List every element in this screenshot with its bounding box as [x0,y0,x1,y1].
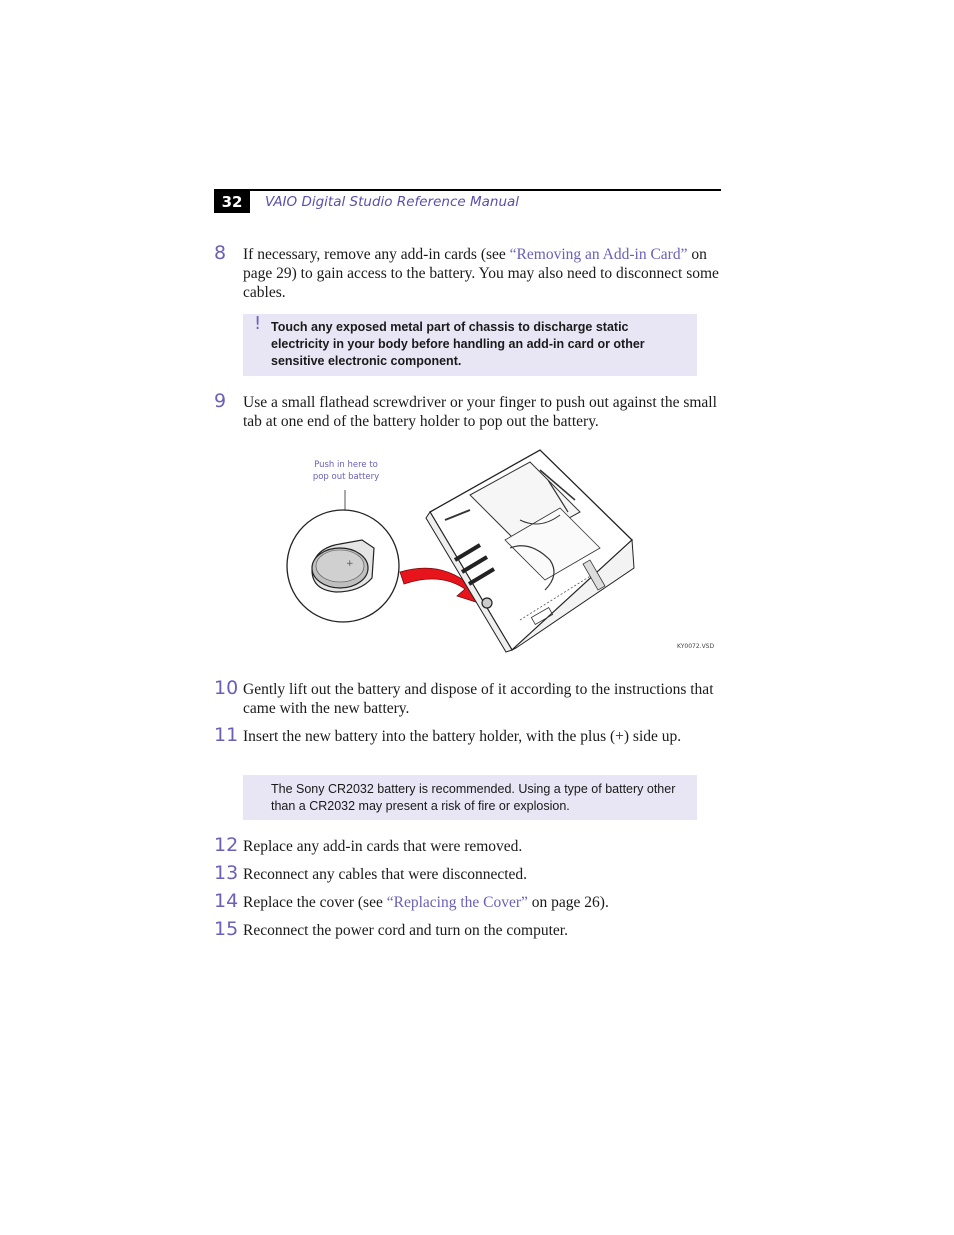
figure-file-id: KY0072.VSD [677,643,715,650]
step-number: 8 [214,242,227,264]
link-removing-add-in-card[interactable]: “Removing an Add-in Card” [509,246,688,263]
warning-text: Touch any exposed metal part of chassis to discharge static electricity in your body before handling an add-in card or other sensitive electronic component. [271,320,645,368]
step-number: 15 [214,918,239,940]
step-14 [214,890,724,912]
step-text: Use a small flathead screwdriver or your finger to push out against the small tab at one end of the battery holder to pop out the battery. [243,394,717,430]
note-text: The Sony CR2032 battery is recommended. Using a type of battery other than a CR2032 may present a risk of fire or explosion. [271,782,676,813]
step-text: Replace the cover (see “Replacing the Cover” on page 26). [243,894,609,911]
step-text: If necessary, remove any add-in cards (see “Removing an Add-in Card” on page 29) to gain access to the battery. You may also need to disconnect some cables. [243,246,719,301]
header-rule [214,189,721,191]
step-number: 13 [214,862,239,884]
step-number: 11 [214,724,239,746]
warning-note [243,314,697,376]
svg-text:+: + [346,559,354,569]
step-10 [214,677,724,718]
step-number: 10 [214,677,239,699]
step-9 [214,390,724,431]
figure-callout: Push in here to pop out battery [312,460,380,482]
step-number: 12 [214,834,239,856]
step-text: Replace any add-in cards that were removed. [243,838,523,855]
step-text: Reconnect any cables that were disconnected. [243,866,528,883]
step-8 [214,242,724,302]
step-text: Insert the new battery into the battery holder, with the plus (+) side up. [243,728,682,745]
step-number: 9 [214,390,227,412]
page-number: 32 [214,191,250,213]
exclamation-icon: ! [254,313,262,334]
step-text: Gently lift out the battery and dispose of it according to the instructions that came with the new battery. [243,681,714,717]
step-11 [214,724,724,746]
link-replacing-the-cover[interactable]: “Replacing the Cover” [386,894,528,911]
battery-note [243,775,697,820]
step-text: Reconnect the power cord and turn on the computer. [243,922,568,939]
step-12 [214,834,724,856]
step-number: 14 [214,890,239,912]
manual-title: VAIO Digital Studio Reference Manual [265,194,520,210]
step-15 [214,918,724,940]
battery-removal-illustration [280,445,720,655]
step-13 [214,862,724,884]
